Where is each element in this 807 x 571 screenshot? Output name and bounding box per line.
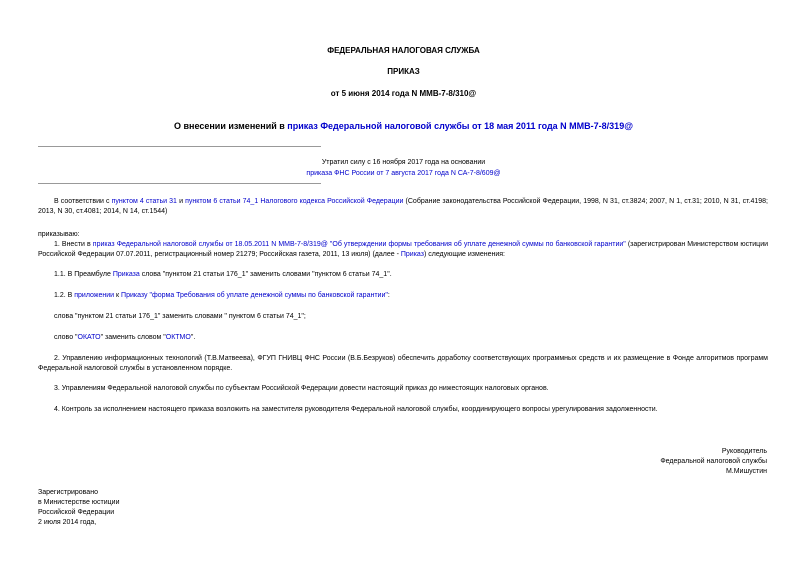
- item-1-2-a-paragraph: слова "пунктом 21 статьи 176_1" заменить словами " пунктом 6 статьи 74_1";: [54, 313, 306, 320]
- signature-line-3: М.Мишустин: [725, 468, 767, 475]
- item-3-paragraph: 3. Управлениям Федеральной налоговой службы по субъектам Российской Федерации довести настоящий приказ до нижестоящих налоговых органов.: [54, 385, 549, 392]
- item-1-2-b-text-1: слово ": [54, 334, 78, 341]
- order-word: приказываю:: [38, 231, 80, 238]
- item-1-paragraph: [38, 240, 768, 260]
- item-1-text-3: ) следующие изменения:: [423, 251, 505, 258]
- signature-block: [660, 447, 767, 477]
- agency-heading: ФЕДЕРАЛЬНАЯ НАЛОГОВАЯ СЛУЖБА: [327, 46, 480, 55]
- item-1-1-text-2: слова "пунктом 21 статьи 176_1" заменить словами "пунктом 6 статьи 74_1".: [139, 271, 392, 278]
- repeal-order-link[interactable]: приказа ФНС России от 7 августа 2017 года N СА-7-8/609@: [306, 170, 501, 177]
- preamble-paragraph: [38, 197, 768, 217]
- prikaz-link[interactable]: Приказ: [400, 251, 424, 258]
- top-divider: [38, 146, 321, 147]
- item-1-text-1: 1. Внести в: [54, 241, 93, 248]
- date-number-heading: от 5 июня 2014 года N ММВ-7-8/310@: [330, 89, 477, 98]
- oktmo-link[interactable]: ОКТМО: [165, 334, 191, 341]
- okato-link[interactable]: ОКАТО: [77, 334, 101, 341]
- preamble-text-4: (Собрание законодательства Российской Федерации, 1998, N 31, ст.3824; 2007, N 1, ст.31; 2010, N 31, ст.4198; 2013, N 30, ст.4081; 2014, N 14, ст.1544): [38, 198, 769, 215]
- order-title-link[interactable]: "Об утверждении формы требования об уплате денежной суммы по банковской гарантии": [327, 241, 626, 248]
- item-1-2-paragraph: [38, 291, 768, 301]
- registration-line-2: в Министерстве юстиции: [38, 499, 120, 506]
- item-1-2-b-text-2: " заменить словом ": [100, 334, 166, 341]
- appendix-link[interactable]: приложении: [74, 292, 115, 299]
- title-text: О внесении изменений в: [174, 121, 288, 131]
- item-4-paragraph: 4. Контроль за исполнением настоящего приказа возложить на заместителя руководителя Федеральной налоговой службы, координирующего вопросы урегулирования задолженности.: [54, 406, 658, 413]
- bottom-divider: [38, 183, 321, 184]
- title-order-link[interactable]: приказ Федеральной налоговой службы от 18 мая 2011 года N ММВ-7-8/319@: [287, 121, 633, 131]
- item-1-2-b-paragraph: [38, 333, 768, 343]
- signature-line-2: Федеральной налоговой службы: [660, 458, 767, 465]
- item-1-1-paragraph: [38, 270, 768, 280]
- prikaza-link[interactable]: Приказа: [112, 271, 140, 278]
- registration-line-4: 2 июля 2014 года,: [38, 519, 97, 526]
- signature-line-1: Руководитель: [721, 448, 767, 455]
- form-requirement-link[interactable]: Приказу "форма Требования об уплате денежной суммы по банковской гарантии": [121, 292, 388, 299]
- document-title: [0, 121, 807, 131]
- item-1-2-text-2: к: [114, 292, 122, 299]
- registration-block: [38, 488, 119, 528]
- article-74-1-link[interactable]: пунктом 6 статьи 74_1: [185, 198, 259, 205]
- item-1-2-text-3: :: [387, 292, 390, 299]
- item-1-2-b-text-3: ".: [190, 334, 196, 341]
- preamble-text-1: В соответствии с: [54, 198, 112, 205]
- repeal-note-line1: Утратил силу с 16 ноября 2017 года на основании: [321, 159, 486, 166]
- article-31-link[interactable]: пунктом 4 статьи 31: [111, 198, 177, 205]
- registration-line-1: Зарегистрировано: [38, 489, 98, 496]
- item-1-1-text-1: 1.1. В Преамбуле: [54, 271, 113, 278]
- item-1-2-text-1: 1.2. В: [54, 292, 75, 299]
- order-319-link[interactable]: приказ Федеральной налоговой службы от 18.05.2011 N ММВ-7-8/319@: [92, 241, 328, 248]
- item-1-text-2: (зарегистрирован Министерством юстиции Российской Федерации 07.07.2011, регистрационный номер 21279; Российская газета, 2011, 13 июля) (далее -: [38, 241, 769, 258]
- repeal-note-line2: [0, 169, 807, 179]
- tax-code-link[interactable]: Налогового кодекса Российской Федерации: [258, 198, 404, 205]
- item-2-paragraph: 2. Управлению информационных технологий (Т.В.Матвеева), ФГУП ГНИВЦ ФНС России (В.Б.Безруков) обеспечить доработку соответствующих программных средств и их размещение в Фонде алгоритмов программ Федеральной налоговой службы в установленном порядке.: [38, 355, 768, 372]
- preamble-text-2: и: [176, 198, 186, 205]
- registration-line-3: Российской Федерации: [38, 509, 115, 516]
- doc-type-heading: ПРИКАЗ: [387, 67, 420, 76]
